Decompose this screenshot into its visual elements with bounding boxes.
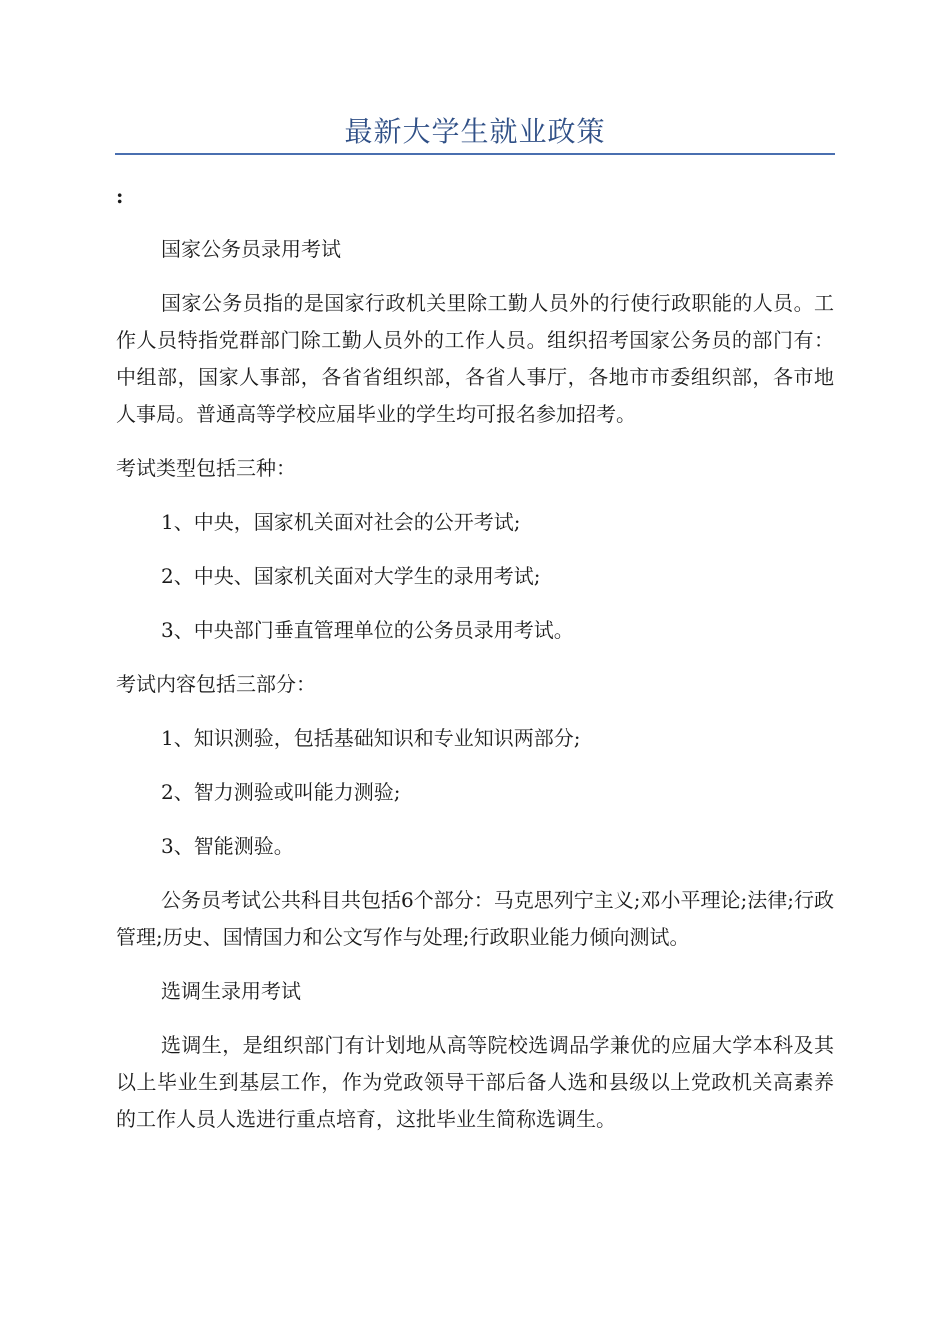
section-heading-selected-graduates-exam: 选调生录用考试 <box>161 979 301 1003</box>
list-item-exam-content-2: 2、智力测验或叫能力测验; <box>161 780 401 804</box>
document-title: 最新大学生就业政策 <box>344 115 606 148</box>
intro-mark: : <box>116 184 124 208</box>
list-item-exam-content-3: 3、智能测验。 <box>161 834 294 858</box>
list-item-exam-content-1: 1、知识测验，包括基础知识和专业知识两部分; <box>161 726 581 750</box>
paragraph-civil-servant-definition: 国家公务员指的是国家行政机关里除工勤人员外的行使行政职能的人员。工作人员特指党群部门除工勤人员外的工作人员。组织招考国家公务员的部门有：中组部，国家人事部，各省省组织部，各省人事厅，各地市市委组织部，各市地人事局。普通高等学校应届毕业的学生均可报名参加招考。 <box>116 291 834 426</box>
document-body <box>116 178 834 1138</box>
paragraph-exam-content-intro: 考试内容包括三部分： <box>116 672 316 696</box>
paragraph-public-subjects: 公务员考试公共科目共包括6个部分：马克思列宁主义;邓小平理论;法律;行政管理;历史、国情国力和公文写作与处理;行政职业能力倾向测试。 <box>116 888 834 949</box>
list-item-exam-type-1: 1、中央，国家机关面对社会的公开考试; <box>161 510 521 534</box>
paragraph-exam-types-intro: 考试类型包括三种： <box>116 456 296 480</box>
section-heading-civil-service-exam: 国家公务员录用考试 <box>161 237 341 261</box>
title-underline <box>115 153 835 155</box>
paragraph-selected-graduates-definition: 选调生，是组织部门有计划地从高等院校选调品学兼优的应届大学本科及其以上毕业生到基层工作，作为党政领导干部后备人选和县级以上党政机关高素养的工作人员人选进行重点培育，这批毕业生简称选调生。 <box>116 1033 834 1131</box>
list-item-exam-type-3: 3、中央部门垂直管理单位的公务员录用考试。 <box>161 618 574 642</box>
list-item-exam-type-2: 2、中央、国家机关面对大学生的录用考试; <box>161 564 541 588</box>
